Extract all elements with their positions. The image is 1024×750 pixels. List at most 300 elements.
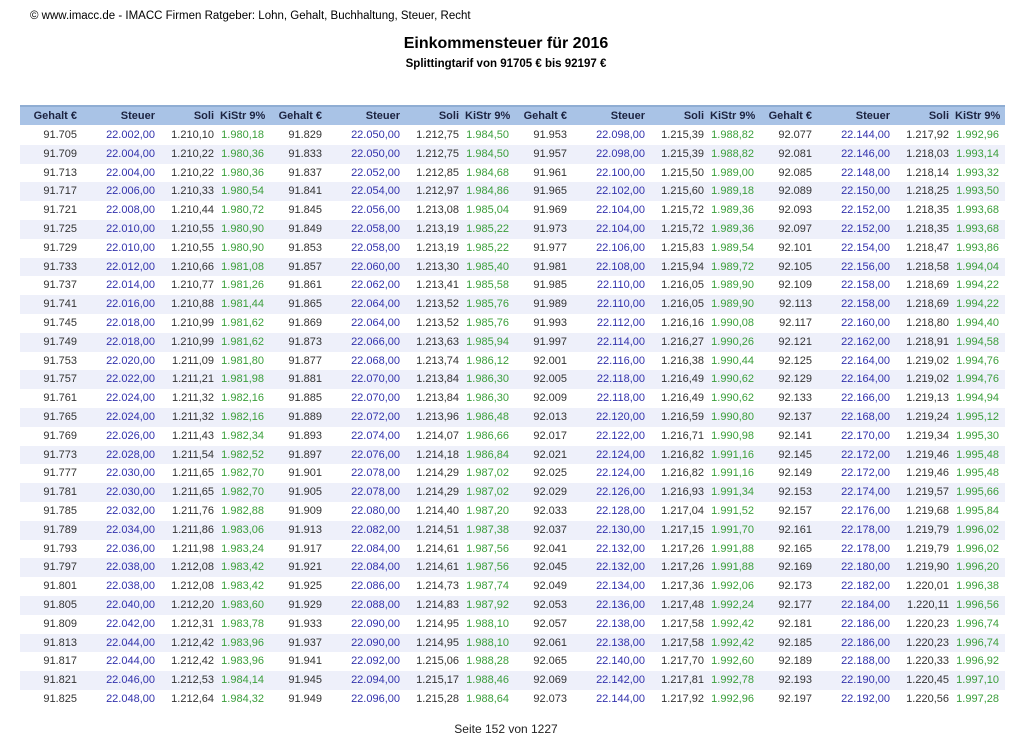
cell-steuer: 22.172,00	[841, 467, 890, 480]
cell-steuer: 22.114,00	[596, 335, 645, 348]
cell-steuer: 22.084,00	[351, 542, 400, 555]
cell-steuer: 22.078,00	[351, 467, 400, 480]
cell-kistr: 1.992,42	[711, 636, 754, 649]
cell-gehalt: 91.877	[288, 354, 322, 367]
cell-gehalt: 92.129	[778, 373, 812, 386]
cell-soli: 1.217,48	[661, 598, 704, 611]
cell-kistr: 1.983,78	[221, 617, 264, 630]
cell-soli: 1.217,92	[906, 129, 949, 141]
cell-gehalt: 92.145	[778, 448, 812, 461]
cell-kistr: 1.983,42	[221, 580, 264, 593]
cell-kistr: 1.996,74	[956, 617, 999, 630]
cell-soli: 1.214,29	[416, 467, 459, 480]
cell-kistr: 1.995,48	[956, 467, 999, 480]
cell-soli: 1.219,02	[906, 373, 949, 386]
cell-gehalt: 91.813	[43, 636, 77, 649]
cell-kistr: 1.990,98	[711, 429, 754, 442]
cell-kistr: 1.996,74	[956, 636, 999, 649]
cell-soli: 1.220,01	[906, 580, 949, 593]
cell-gehalt: 91.749	[43, 335, 77, 348]
cell-kistr: 1.987,02	[466, 467, 509, 480]
cell-kistr: 1.994,22	[956, 298, 999, 311]
cell-gehalt: 92.037	[533, 523, 567, 536]
table-row	[20, 352, 1005, 371]
cell-kistr: 1.987,38	[466, 523, 509, 536]
cell-soli: 1.210,22	[171, 147, 214, 160]
cell-kistr: 1.981,26	[221, 279, 264, 292]
cell-soli: 1.215,83	[661, 241, 704, 254]
table-row	[20, 502, 1005, 521]
cell-gehalt: 92.181	[778, 617, 812, 630]
cell-steuer: 22.028,00	[106, 448, 155, 461]
cell-soli: 1.211,54	[171, 448, 214, 461]
cell-soli: 1.219,79	[906, 542, 949, 555]
cell-kistr: 1.984,32	[221, 692, 264, 705]
cell-soli: 1.212,31	[171, 617, 214, 630]
cell-gehalt: 92.101	[778, 241, 812, 254]
cell-kistr: 1.983,42	[221, 561, 264, 574]
cell-gehalt: 92.125	[778, 354, 812, 367]
cell-kistr: 1.981,98	[221, 373, 264, 386]
table-row	[20, 558, 1005, 577]
table-row	[20, 333, 1005, 352]
cell-kistr: 1.991,16	[711, 467, 754, 480]
cell-kistr: 1.981,62	[221, 335, 264, 348]
cell-gehalt: 92.153	[778, 486, 812, 499]
cell-soli: 1.218,69	[906, 298, 949, 311]
cell-steuer: 22.110,00	[596, 279, 645, 292]
cell-gehalt: 91.781	[43, 486, 77, 499]
cell-gehalt: 91.893	[288, 429, 322, 442]
cell-steuer: 22.158,00	[841, 298, 890, 311]
cell-gehalt: 91.849	[288, 222, 322, 235]
cell-soli: 1.213,84	[416, 392, 459, 405]
cell-gehalt: 91.889	[288, 410, 322, 423]
cell-kistr: 1.988,82	[711, 147, 754, 160]
cell-kistr: 1.980,90	[221, 241, 264, 254]
cell-steuer: 22.064,00	[351, 298, 400, 311]
cell-soli: 1.210,22	[171, 166, 214, 179]
cell-steuer: 22.090,00	[351, 636, 400, 649]
cell-soli: 1.212,85	[416, 166, 459, 179]
cell-soli: 1.219,79	[906, 523, 949, 536]
cell-soli: 1.216,82	[661, 448, 704, 461]
cell-kistr: 1.996,02	[956, 523, 999, 536]
cell-kistr: 1.997,10	[956, 674, 999, 687]
cell-kistr: 1.990,62	[711, 373, 754, 386]
cell-steuer: 22.182,00	[841, 580, 890, 593]
cell-steuer: 22.050,00	[351, 147, 400, 160]
cell-gehalt: 91.705	[43, 129, 77, 141]
cell-soli: 1.218,35	[906, 204, 949, 217]
cell-gehalt: 92.173	[778, 580, 812, 593]
cell-gehalt: 91.857	[288, 260, 322, 273]
cell-gehalt: 91.713	[43, 166, 77, 179]
cell-gehalt: 91.765	[43, 410, 77, 423]
cell-kistr: 1.980,36	[221, 147, 264, 160]
cell-steuer: 22.158,00	[841, 279, 890, 292]
cell-steuer: 22.178,00	[841, 523, 890, 536]
table-row	[20, 615, 1005, 634]
cell-soli: 1.217,26	[661, 561, 704, 574]
cell-steuer: 22.190,00	[841, 674, 890, 687]
column-header-steuer: Steuer	[83, 106, 161, 126]
cell-gehalt: 92.097	[778, 222, 812, 235]
cell-gehalt: 91.773	[43, 448, 77, 461]
page-subtitle: Splittingtarif von 91705 € bis 92197 €	[405, 58, 607, 70]
cell-steuer: 22.026,00	[106, 429, 155, 442]
cell-kistr: 1.983,96	[221, 655, 264, 668]
cell-kistr: 1.980,54	[221, 185, 264, 198]
table-row	[20, 634, 1005, 653]
cell-kistr: 1.994,76	[956, 373, 999, 386]
cell-soli: 1.213,19	[416, 222, 459, 235]
cell-gehalt: 91.801	[43, 580, 77, 593]
table-row	[20, 521, 1005, 540]
cell-kistr: 1.994,04	[956, 260, 999, 273]
cell-kistr: 1.982,52	[221, 448, 264, 461]
cell-gehalt: 91.957	[533, 147, 567, 160]
cell-soli: 1.214,95	[416, 636, 459, 649]
column-header-gehalt: Gehalt €	[20, 106, 83, 126]
cell-gehalt: 92.137	[778, 410, 812, 423]
cell-gehalt: 91.825	[43, 692, 77, 705]
cell-steuer: 22.022,00	[106, 373, 155, 386]
cell-soli: 1.218,03	[906, 147, 949, 160]
cell-soli: 1.210,77	[171, 279, 214, 292]
cell-kistr: 1.985,94	[466, 335, 509, 348]
cell-soli: 1.218,58	[906, 260, 949, 273]
cell-gehalt: 92.169	[778, 561, 812, 574]
column-header-kistr: KiStr 9%	[465, 106, 515, 126]
cell-steuer: 22.168,00	[841, 410, 890, 423]
cell-gehalt: 91.885	[288, 392, 322, 405]
cell-soli: 1.219,46	[906, 467, 949, 480]
cell-steuer: 22.132,00	[596, 542, 645, 555]
column-header-soli: Soli	[161, 106, 220, 126]
cell-steuer: 22.160,00	[841, 316, 890, 329]
cell-kistr: 1.986,30	[466, 373, 509, 386]
cell-soli: 1.213,19	[416, 241, 459, 254]
tax-table	[20, 105, 1005, 709]
cell-kistr: 1.982,16	[221, 392, 264, 405]
cell-kistr: 1.993,68	[956, 204, 999, 217]
cell-steuer: 22.124,00	[596, 448, 645, 461]
cell-gehalt: 91.913	[288, 523, 322, 536]
cell-soli: 1.215,17	[416, 674, 459, 687]
cell-kistr: 1.996,56	[956, 598, 999, 611]
table-row	[20, 464, 1005, 483]
cell-gehalt: 92.053	[533, 598, 567, 611]
cell-gehalt: 91.973	[533, 222, 567, 235]
cell-kistr: 1.985,22	[466, 222, 509, 235]
cell-kistr: 1.991,34	[711, 486, 754, 499]
cell-kistr: 1.990,26	[711, 335, 754, 348]
table-row	[20, 239, 1005, 258]
cell-steuer: 22.144,00	[841, 129, 890, 141]
cell-soli: 1.210,10	[171, 129, 214, 141]
cell-steuer: 22.088,00	[351, 598, 400, 611]
cell-steuer: 22.052,00	[351, 166, 400, 179]
cell-steuer: 22.080,00	[351, 504, 400, 517]
cell-soli: 1.213,63	[416, 335, 459, 348]
cell-steuer: 22.132,00	[596, 561, 645, 574]
cell-gehalt: 92.009	[533, 392, 567, 405]
cell-steuer: 22.134,00	[596, 580, 645, 593]
cell-steuer: 22.024,00	[106, 392, 155, 405]
cell-gehalt: 92.109	[778, 279, 812, 292]
cell-kistr: 1.993,14	[956, 147, 999, 160]
cell-steuer: 22.076,00	[351, 448, 400, 461]
column-header-steuer: Steuer	[573, 106, 651, 126]
cell-soli: 1.216,38	[661, 354, 704, 367]
cell-steuer: 22.102,00	[596, 185, 645, 198]
cell-soli: 1.212,42	[171, 655, 214, 668]
cell-gehalt: 92.065	[533, 655, 567, 668]
cell-soli: 1.219,34	[906, 429, 949, 442]
cell-soli: 1.215,50	[661, 166, 704, 179]
cell-kistr: 1.985,76	[466, 298, 509, 311]
cell-steuer: 22.064,00	[351, 316, 400, 329]
cell-soli: 1.213,52	[416, 316, 459, 329]
table-row	[20, 690, 1005, 709]
cell-soli: 1.215,94	[661, 260, 704, 273]
cell-steuer: 22.044,00	[106, 636, 155, 649]
cell-soli: 1.215,39	[661, 147, 704, 160]
cell-steuer: 22.008,00	[106, 204, 155, 217]
cell-kistr: 1.988,28	[466, 655, 509, 668]
cell-steuer: 22.054,00	[351, 185, 400, 198]
cell-soli: 1.215,28	[416, 692, 459, 705]
cell-steuer: 22.044,00	[106, 655, 155, 668]
cell-gehalt: 91.941	[288, 655, 322, 668]
cell-soli: 1.219,02	[906, 354, 949, 367]
cell-steuer: 22.130,00	[596, 523, 645, 536]
cell-kistr: 1.989,90	[711, 279, 754, 292]
cell-steuer: 22.186,00	[841, 617, 890, 630]
cell-steuer: 22.034,00	[106, 523, 155, 536]
cell-gehalt: 91.809	[43, 617, 77, 630]
cell-kistr: 1.986,84	[466, 448, 509, 461]
cell-steuer: 22.060,00	[351, 260, 400, 273]
cell-gehalt: 91.921	[288, 561, 322, 574]
cell-steuer: 22.122,00	[596, 429, 645, 442]
cell-steuer: 22.050,00	[351, 129, 400, 141]
cell-soli: 1.210,99	[171, 316, 214, 329]
cell-soli: 1.214,51	[416, 523, 459, 536]
column-header-soli: Soli	[406, 106, 465, 126]
cell-gehalt: 92.093	[778, 204, 812, 217]
cell-gehalt: 92.133	[778, 392, 812, 405]
cell-gehalt: 92.041	[533, 542, 567, 555]
table-row	[20, 276, 1005, 295]
cell-kistr: 1.996,02	[956, 542, 999, 555]
cell-soli: 1.210,55	[171, 241, 214, 254]
cell-soli: 1.216,05	[661, 298, 704, 311]
cell-kistr: 1.988,82	[711, 129, 754, 141]
column-header-kistr: KiStr 9%	[955, 106, 1005, 126]
cell-gehalt: 91.845	[288, 204, 322, 217]
cell-gehalt: 92.025	[533, 467, 567, 480]
cell-kistr: 1.982,16	[221, 410, 264, 423]
cell-steuer: 22.070,00	[351, 373, 400, 386]
table-row	[20, 126, 1005, 145]
cell-soli: 1.213,84	[416, 373, 459, 386]
cell-steuer: 22.118,00	[596, 373, 645, 386]
cell-kistr: 1.996,20	[956, 561, 999, 574]
table-row	[20, 370, 1005, 389]
cell-kistr: 1.994,40	[956, 316, 999, 329]
cell-gehalt: 91.969	[533, 204, 567, 217]
cell-soli: 1.219,68	[906, 504, 949, 517]
cell-kistr: 1.993,50	[956, 185, 999, 198]
cell-steuer: 22.118,00	[596, 392, 645, 405]
cell-steuer: 22.036,00	[106, 542, 155, 555]
cell-soli: 1.216,59	[661, 410, 704, 423]
cell-gehalt: 92.089	[778, 185, 812, 198]
cell-kistr: 1.989,54	[711, 241, 754, 254]
cell-gehalt: 92.077	[778, 129, 812, 141]
cell-soli: 1.215,60	[661, 185, 704, 198]
cell-gehalt: 91.909	[288, 504, 322, 517]
cell-kistr: 1.992,24	[711, 598, 754, 611]
table-row	[20, 145, 1005, 164]
cell-steuer: 22.170,00	[841, 429, 890, 442]
cell-kistr: 1.980,18	[221, 129, 264, 141]
cell-gehalt: 91.965	[533, 185, 567, 198]
cell-gehalt: 92.177	[778, 598, 812, 611]
cell-steuer: 22.108,00	[596, 260, 645, 273]
cell-kistr: 1.991,16	[711, 448, 754, 461]
cell-steuer: 22.176,00	[841, 504, 890, 517]
cell-steuer: 22.126,00	[596, 486, 645, 499]
column-header-gehalt: Gehalt €	[270, 106, 328, 126]
cell-kistr: 1.983,60	[221, 598, 264, 611]
cell-steuer: 22.038,00	[106, 561, 155, 574]
cell-soli: 1.220,23	[906, 636, 949, 649]
cell-kistr: 1.995,48	[956, 448, 999, 461]
cell-steuer: 22.188,00	[841, 655, 890, 668]
cell-gehalt: 91.817	[43, 655, 77, 668]
cell-gehalt: 91.949	[288, 692, 322, 705]
copyright-line: © www.imacc.de - IMACC Firmen Ratgeber: Lohn, Gehalt, Buchhaltung, Steuer, Recht	[30, 10, 471, 22]
cell-kistr: 1.996,92	[956, 655, 999, 668]
table-row	[20, 652, 1005, 671]
cell-soli: 1.216,27	[661, 335, 704, 348]
cell-kistr: 1.987,56	[466, 542, 509, 555]
cell-kistr: 1.985,04	[466, 204, 509, 217]
cell-gehalt: 91.901	[288, 467, 322, 480]
cell-kistr: 1.987,56	[466, 561, 509, 574]
cell-gehalt: 92.069	[533, 674, 567, 687]
cell-soli: 1.216,16	[661, 316, 704, 329]
cell-kistr: 1.994,58	[956, 335, 999, 348]
table-body	[20, 126, 1005, 709]
cell-gehalt: 91.805	[43, 598, 77, 611]
cell-soli: 1.211,65	[171, 467, 214, 480]
cell-gehalt: 91.757	[43, 373, 77, 386]
cell-steuer: 22.138,00	[596, 636, 645, 649]
cell-gehalt: 91.929	[288, 598, 322, 611]
column-header-steuer: Steuer	[818, 106, 896, 126]
cell-soli: 1.213,30	[416, 260, 459, 273]
cell-soli: 1.219,13	[906, 392, 949, 405]
cell-soli: 1.211,32	[171, 410, 214, 423]
cell-soli: 1.217,58	[661, 617, 704, 630]
cell-gehalt: 92.045	[533, 561, 567, 574]
table-row	[20, 182, 1005, 201]
cell-kistr: 1.989,36	[711, 204, 754, 217]
cell-steuer: 22.072,00	[351, 410, 400, 423]
cell-kistr: 1.988,10	[466, 636, 509, 649]
cell-steuer: 22.090,00	[351, 617, 400, 630]
cell-gehalt: 91.873	[288, 335, 322, 348]
cell-kistr: 1.992,60	[711, 655, 754, 668]
cell-soli: 1.213,41	[416, 279, 459, 292]
cell-kistr: 1.987,20	[466, 504, 509, 517]
cell-steuer: 22.016,00	[106, 298, 155, 311]
cell-soli: 1.220,23	[906, 617, 949, 630]
cell-soli: 1.214,40	[416, 504, 459, 517]
cell-soli: 1.211,43	[171, 429, 214, 442]
cell-steuer: 22.068,00	[351, 354, 400, 367]
cell-soli: 1.218,25	[906, 185, 949, 198]
cell-soli: 1.212,08	[171, 580, 214, 593]
cell-gehalt: 92.141	[778, 429, 812, 442]
cell-gehalt: 91.829	[288, 129, 322, 141]
cell-soli: 1.214,95	[416, 617, 459, 630]
cell-steuer: 22.062,00	[351, 279, 400, 292]
cell-steuer: 22.048,00	[106, 692, 155, 705]
cell-gehalt: 92.105	[778, 260, 812, 273]
cell-kistr: 1.981,62	[221, 316, 264, 329]
cell-soli: 1.210,88	[171, 298, 214, 311]
cell-soli: 1.217,04	[661, 504, 704, 517]
cell-soli: 1.217,36	[661, 580, 704, 593]
cell-soli: 1.210,33	[171, 185, 214, 198]
cell-kistr: 1.993,86	[956, 241, 999, 254]
cell-gehalt: 92.113	[779, 298, 812, 311]
table-row	[20, 220, 1005, 239]
cell-kistr: 1.988,10	[466, 617, 509, 630]
cell-soli: 1.214,07	[416, 429, 459, 442]
cell-soli: 1.216,71	[661, 429, 704, 442]
cell-kistr: 1.984,86	[466, 185, 509, 198]
cell-gehalt: 91.769	[43, 429, 77, 442]
cell-kistr: 1.981,44	[221, 298, 264, 311]
cell-soli: 1.219,46	[906, 448, 949, 461]
cell-steuer: 22.004,00	[106, 147, 155, 160]
cell-soli: 1.217,92	[661, 692, 704, 705]
cell-gehalt: 91.993	[533, 316, 567, 329]
cell-kistr: 1.991,88	[711, 561, 754, 574]
cell-gehalt: 91.793	[43, 542, 77, 555]
cell-gehalt: 91.945	[288, 674, 322, 687]
cell-steuer: 22.098,00	[596, 147, 645, 160]
cell-kistr: 1.997,28	[956, 692, 999, 705]
cell-soli: 1.211,21	[171, 373, 214, 386]
table-row	[20, 389, 1005, 408]
cell-gehalt: 91.777	[43, 467, 77, 480]
cell-steuer: 22.172,00	[841, 448, 890, 461]
cell-gehalt: 91.797	[43, 561, 77, 574]
cell-gehalt: 92.081	[778, 147, 812, 160]
cell-steuer: 22.086,00	[351, 580, 400, 593]
cell-soli: 1.210,44	[171, 204, 214, 217]
cell-steuer: 22.178,00	[841, 542, 890, 555]
column-header-soli: Soli	[651, 106, 710, 126]
cell-kistr: 1.982,34	[221, 429, 264, 442]
